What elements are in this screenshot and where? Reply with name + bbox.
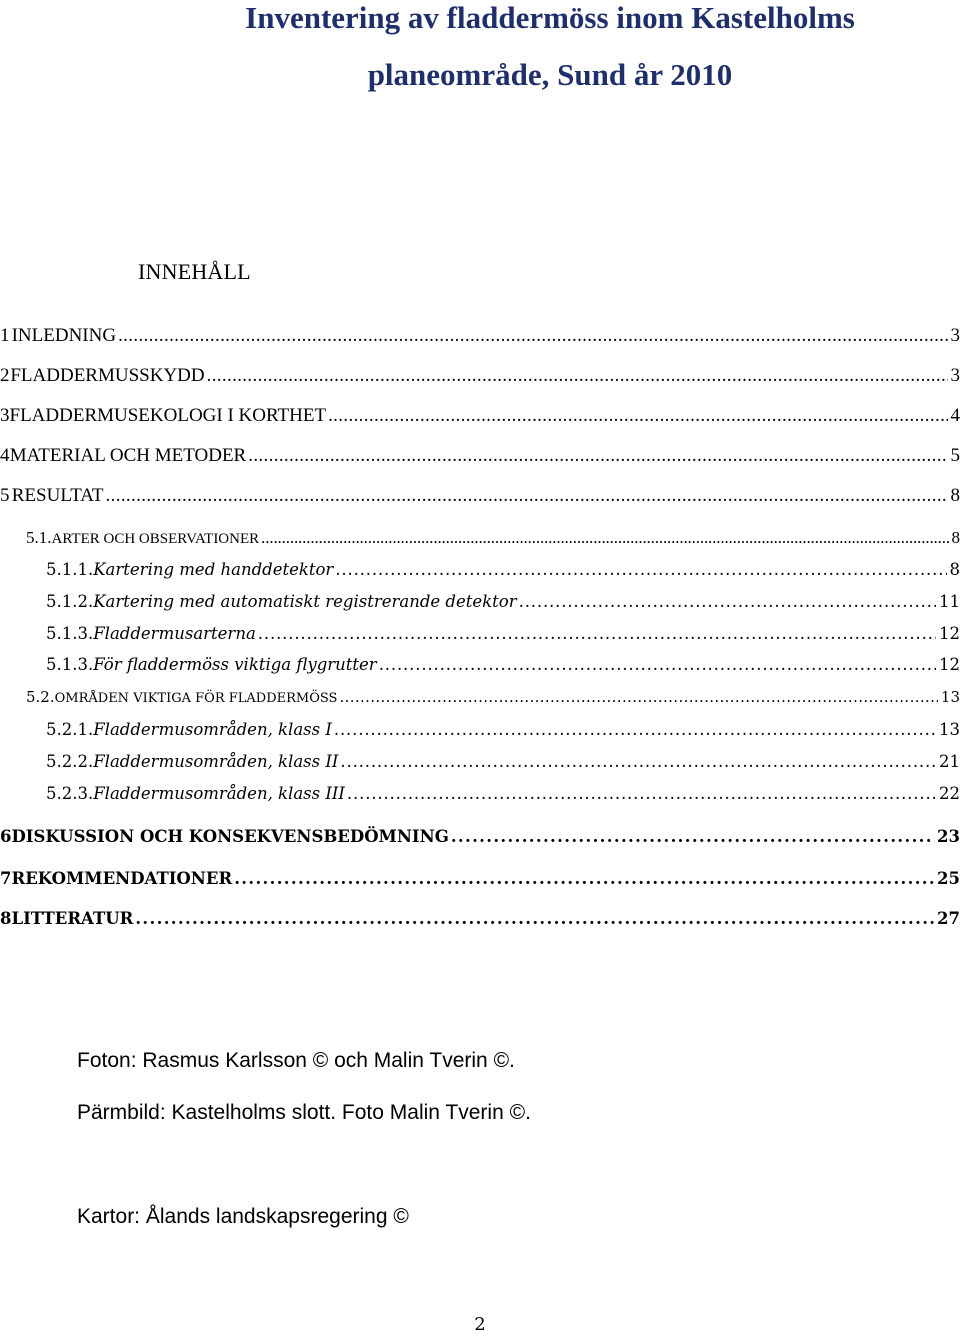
toc-number: 5.2.1.: [46, 720, 94, 739]
toc-title: Fladdermusområden, klass I: [93, 720, 332, 739]
toc-leader: [207, 365, 948, 387]
toc-entry[interactable]: [0, 655, 960, 683]
toc-leader: [334, 720, 936, 739]
toc-entry[interactable]: [0, 528, 960, 556]
toc-title: Kartering med handdetektor: [93, 560, 334, 579]
toc-leader: [347, 784, 936, 803]
toc-title: Fladdermusområden, klass II: [93, 752, 339, 771]
toc-entry[interactable]: [0, 560, 960, 588]
toc-page: 22: [939, 784, 960, 803]
toc-number: 5: [0, 485, 10, 506]
toc-leader: [234, 869, 934, 888]
toc-page: 12: [939, 624, 960, 643]
toc-leader: [379, 655, 936, 674]
toc-title: DISKUSSION OCH KONSEKVENSBEDÖMNING: [11, 827, 449, 846]
toc-entry[interactable]: [0, 909, 960, 937]
toc-page: 27: [937, 909, 960, 928]
toc-title: FLADDERMUSSKYDD: [10, 365, 205, 386]
title-line-1: Inventering av fladdermöss inom Kastelholms: [245, 0, 855, 35]
toc-title: ARTER OCH OBSERVATIONER: [51, 531, 260, 547]
toc-title: REKOMMENDATIONER: [11, 869, 233, 888]
toc-number: 5.1.1.: [46, 560, 94, 579]
toc-title: FLADDERMUSEKOLOGI I KORTHET: [9, 405, 327, 426]
toc-title: INLEDNING: [11, 325, 117, 346]
toc-leader: [335, 560, 946, 579]
toc-title: OMRÅDEN VIKTIGA FÖR FLADDERMÖSS: [54, 691, 338, 706]
toc-number: 5.2.2.: [46, 752, 94, 771]
toc-entry[interactable]: [0, 624, 960, 652]
toc-leader: [339, 688, 937, 706]
toc-page: 13: [939, 720, 960, 739]
toc-page: 13: [940, 688, 960, 706]
cover-credit: Pärmbild: Kastelholms slott. Foto Malin Tverin ©.: [77, 1101, 531, 1124]
toc-entry[interactable]: [0, 592, 960, 620]
toc-number: 6: [0, 827, 12, 846]
page-number: 2: [474, 1314, 486, 1335]
toc-entry[interactable]: [0, 365, 960, 393]
toc-page: 3: [950, 365, 960, 386]
toc-entry[interactable]: [0, 445, 960, 473]
toc-heading: INNEHÅLL: [138, 259, 251, 284]
toc-page: 8: [951, 528, 960, 547]
toc-title: MATERIAL OCH METODER: [9, 445, 247, 466]
toc-page: 23: [937, 827, 960, 846]
toc-page: 3: [950, 325, 960, 346]
map-credit: Kartor: Ålands landskapsregering ©: [77, 1205, 409, 1228]
toc-number: 5.1.3.: [46, 655, 94, 674]
toc-title: RESULTAT: [11, 485, 104, 506]
toc-page: 21: [939, 752, 960, 771]
toc-title: LITTERATUR: [11, 909, 134, 928]
toc-leader: [328, 405, 947, 427]
toc-leader: [340, 752, 936, 771]
toc-page: 25: [937, 869, 960, 888]
toc-leader: [451, 827, 934, 846]
toc-page: 4: [950, 405, 960, 426]
toc-entry[interactable]: [0, 405, 960, 433]
toc-entry[interactable]: [0, 325, 960, 353]
toc-entry[interactable]: [0, 720, 960, 748]
toc-page: 12: [939, 655, 960, 674]
toc-number: 7: [0, 869, 12, 888]
toc-number: 5.1.: [26, 528, 52, 547]
toc-leader: [135, 909, 934, 928]
toc-leader: [519, 592, 936, 611]
toc-number: 2: [0, 365, 10, 386]
toc-page: 8: [950, 485, 960, 506]
toc-leader: [118, 325, 947, 347]
title-line-2: planeområde, Sund år 2010: [367, 57, 733, 92]
toc-page: 11: [939, 592, 960, 611]
photo-credit: Foton: Rasmus Karlsson © och Malin Tverin ©.: [77, 1049, 515, 1072]
toc-page: 8: [949, 560, 960, 579]
toc-number: 8: [0, 909, 12, 928]
toc-number: 5.1.2.: [46, 592, 94, 611]
toc-number: 5.2.3.: [46, 784, 94, 803]
toc-leader: [258, 624, 936, 643]
toc-leader: [248, 445, 947, 467]
toc-title: Fladdermusarterna: [93, 624, 256, 643]
toc-entry[interactable]: [0, 485, 960, 513]
toc-title: Fladdermusområden, klass III: [93, 784, 345, 803]
toc-leader: [261, 528, 948, 548]
toc-entry[interactable]: [0, 752, 960, 780]
toc-title: För fladdermöss viktiga flygrutter: [93, 655, 377, 674]
toc-entry[interactable]: [0, 827, 960, 855]
toc-entry[interactable]: [0, 688, 960, 716]
toc-number: 5.2.: [26, 688, 55, 706]
toc-number: 1: [0, 325, 10, 346]
toc-number: 3: [0, 405, 10, 426]
toc-number: 4: [0, 445, 10, 466]
toc-page: 5: [950, 445, 960, 466]
toc-leader: [106, 485, 948, 507]
toc-entry[interactable]: [0, 869, 960, 897]
toc-number: 5.1.3.: [46, 624, 94, 643]
toc-title: Kartering med automatiskt registrerande detektor: [93, 592, 517, 611]
toc-entry[interactable]: [0, 784, 960, 812]
